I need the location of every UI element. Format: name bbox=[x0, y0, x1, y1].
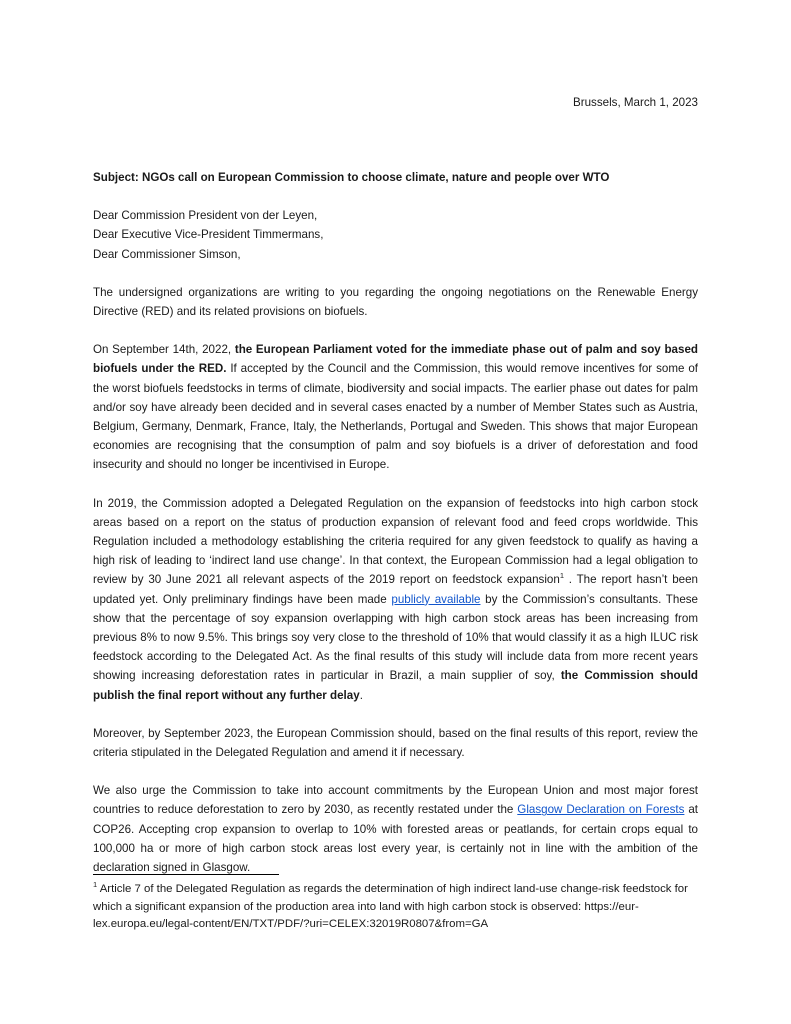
paragraph-text: If accepted by the Council and the Commission, this would remove incentives for some of the worst biofuels feedstocks in terms of climate, biodiversity and social impacts. The earlier phase out dates for palm and/or soy have already been decided and in several cases enacted by a number of Member States such as Austria, Belgium, Germany, Denmark, France, Italy, the Netherlands, Portugal and Sweden. This shows that major European economies are recognising that the consumption of palm and soy biofuels is a driver of deforestation and food insecurity and should no longer be incentivised in Europe. bbox=[93, 362, 698, 472]
publicly-available-link[interactable]: publicly available bbox=[391, 592, 481, 606]
footnote-marker: 1 bbox=[93, 880, 98, 890]
letter-body bbox=[93, 168, 698, 877]
salutation-vice-president: Dear Executive Vice-President Timmermans, bbox=[93, 228, 324, 242]
paragraph-review-criteria: Moreover, by September 2023, the European Commission should, based on the final results of this report, review the criteria stipulated in the Delegated Regulation and amend it if necessary. bbox=[93, 726, 698, 760]
paragraph-intro: The undersigned organizations are writing to you regarding the ongoing negotiations on the Renewable Energy Directive (RED) and its related provisions on biofuels. bbox=[93, 285, 698, 319]
letter-date: Brussels, March 1, 2023 bbox=[572, 96, 698, 109]
footnote-divider bbox=[93, 874, 279, 875]
paragraph-text: . bbox=[359, 688, 363, 702]
footnote-reference[interactable]: 1 bbox=[559, 571, 564, 581]
paragraph-delegated-regulation bbox=[93, 494, 698, 705]
paragraph-text: We also urge the Commission to take into account commitments by the European Union and most major forest countries to reduce deforestation to zero by 2030, as recently restated under the bbox=[93, 784, 698, 817]
salutation-commissioner: Dear Commissioner Simson, bbox=[93, 247, 241, 261]
paragraph-text: . The report hasn’t been updated yet. Only preliminary findings have been made bbox=[93, 573, 698, 606]
paragraph-text: at COP26. Accepting crop expansion to overlap to 10% with forested areas or peatlands, for certain crops equal to 100,000 ha or more of high carbon stock areas lost every year, is certainly not in line with the ambition of the declaration signed in Glasgow. bbox=[93, 803, 698, 875]
letter-subject: Subject: NGOs call on European Commission to choose climate, nature and people over WTO bbox=[93, 171, 610, 184]
glasgow-declaration-link[interactable]: Glasgow Declaration on Forests bbox=[517, 803, 685, 817]
paragraph-text: On September 14th, 2022, bbox=[93, 343, 235, 357]
paragraph-glasgow bbox=[93, 781, 698, 877]
paragraph-parliament-vote bbox=[93, 340, 698, 474]
footnote-text: Article 7 of the Delegated Regulation as regards the determination of high indirect land-use change-risk feedstock for which a significant expansion of the production area into land with high carbon stock is observed: https://eur-lex.europa.eu/legal-content/EN/TXT/PDF/?uri=CELEX:32019R0807&from=GA bbox=[93, 883, 688, 930]
footnote bbox=[93, 881, 698, 934]
paragraph-text: by the Commission’s consultants. These show that the percentage of soy expansion overlapping with high carbon stock areas has been increasing from previous 8% to now 9.5%. This brings soy very close to the threshold of 10% that would classify it as a high ILUC risk feedstock according to the Delegated Act. As the final results of this study will include data from more recent years showing increasing deforestation rates in particular in Brazil, a main supplier of soy, bbox=[93, 592, 699, 683]
emphasis-text: the Commission should publish the final report without any further delay bbox=[93, 669, 698, 702]
emphasis-text: the European Parliament voted for the immediate phase out of palm and soy based biofuels under the RED. bbox=[93, 343, 698, 376]
salutation-president: Dear Commission President von der Leyen, bbox=[93, 209, 318, 223]
paragraph-text: In 2019, the Commission adopted a Delegated Regulation on the expansion of feedstocks into high carbon stock areas based on a report on the status of production expansion of relevant food and feed crops worldwide. This Regulation included a methodology establishing the criteria required for any given feedstock to qualify as having a high risk of leading to ‘indirect land use change’. In that context, the European Commission had a legal obligation to review by 30 June 2021 all relevant aspects of the 2019 report on feedstock expansion bbox=[93, 496, 698, 587]
